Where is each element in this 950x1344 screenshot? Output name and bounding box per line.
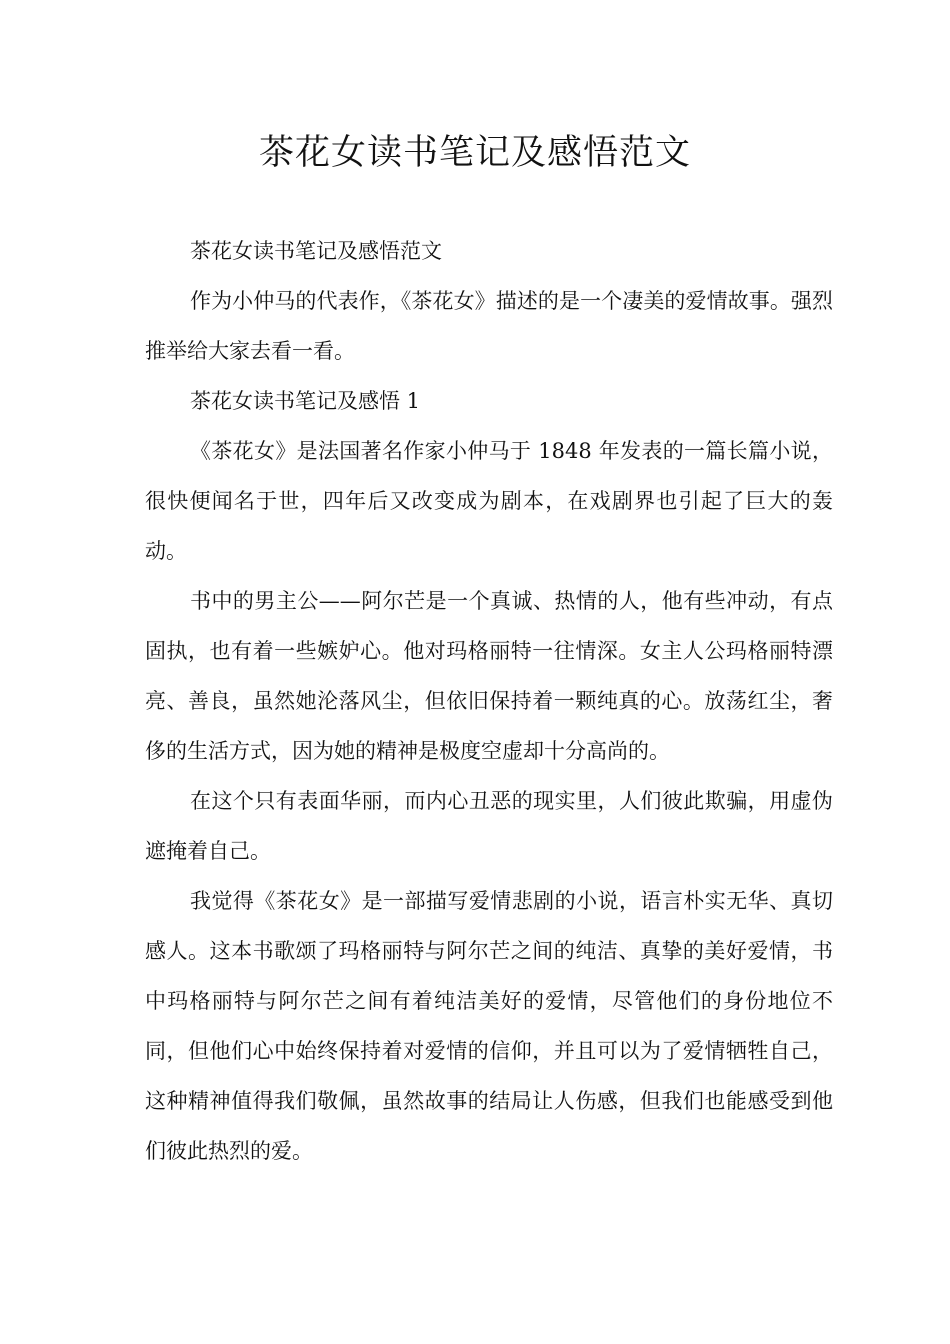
- paragraph-characters: 书中的男主公——阿尔芒是一个真诚、热情的人，他有些冲动，有点固执，也有着一些嫉妒心。他对玛格丽特一往情深。女主人公玛格丽特漂亮、善良，虽然她沦落风尘，但依旧保持着一颗纯真的心。放荡红尘，奢侈的生活方式，因为她的精神是极度空虚却十分高尚的。: [145, 589, 833, 763]
- paragraph-novel-background: 《茶花女》是法国著名作家小仲马于 1848 年发表的一篇长篇小说，很快便闻名于世，四年后又改变成为剧本，在戏剧界也引起了巨大的轰动。: [145, 439, 833, 563]
- paragraph-section-heading: 茶花女读书笔记及感悟 1: [190, 389, 421, 413]
- paragraph-reflection: 我觉得《茶花女》是一部描写爱情悲剧的小说，语言朴实无华、真切感人。这本书歌颂了玛格丽特与阿尔芒之间的纯洁、真挚的美好爱情，书中玛格丽特与阿尔芒之间有着纯洁美好的爱情，尽管他们的身份地位不同，但他们心中始终保持着对爱情的信仰，并且可以为了爱情牺牲自己，这种精神值得我们敬佩，虽然故事的结局让人伤感，但我们也能感受到他们彼此热烈的爱。: [145, 889, 833, 1163]
- paragraph-subtitle: 茶花女读书笔记及感悟范文: [190, 239, 442, 263]
- paragraph-intro: 作为小仲马的代表作，《茶花女》描述的是一个凄美的爱情故事。强烈推举给大家去看一看。: [145, 289, 833, 363]
- document-title: 茶花女读书笔记及感悟范文: [258, 133, 691, 173]
- paragraph-society: 在这个只有表面华丽，而内心丑恶的现实里，人们彼此欺骗，用虚伪遮掩着自己。: [145, 789, 833, 863]
- document-body: [145, 226, 833, 1176]
